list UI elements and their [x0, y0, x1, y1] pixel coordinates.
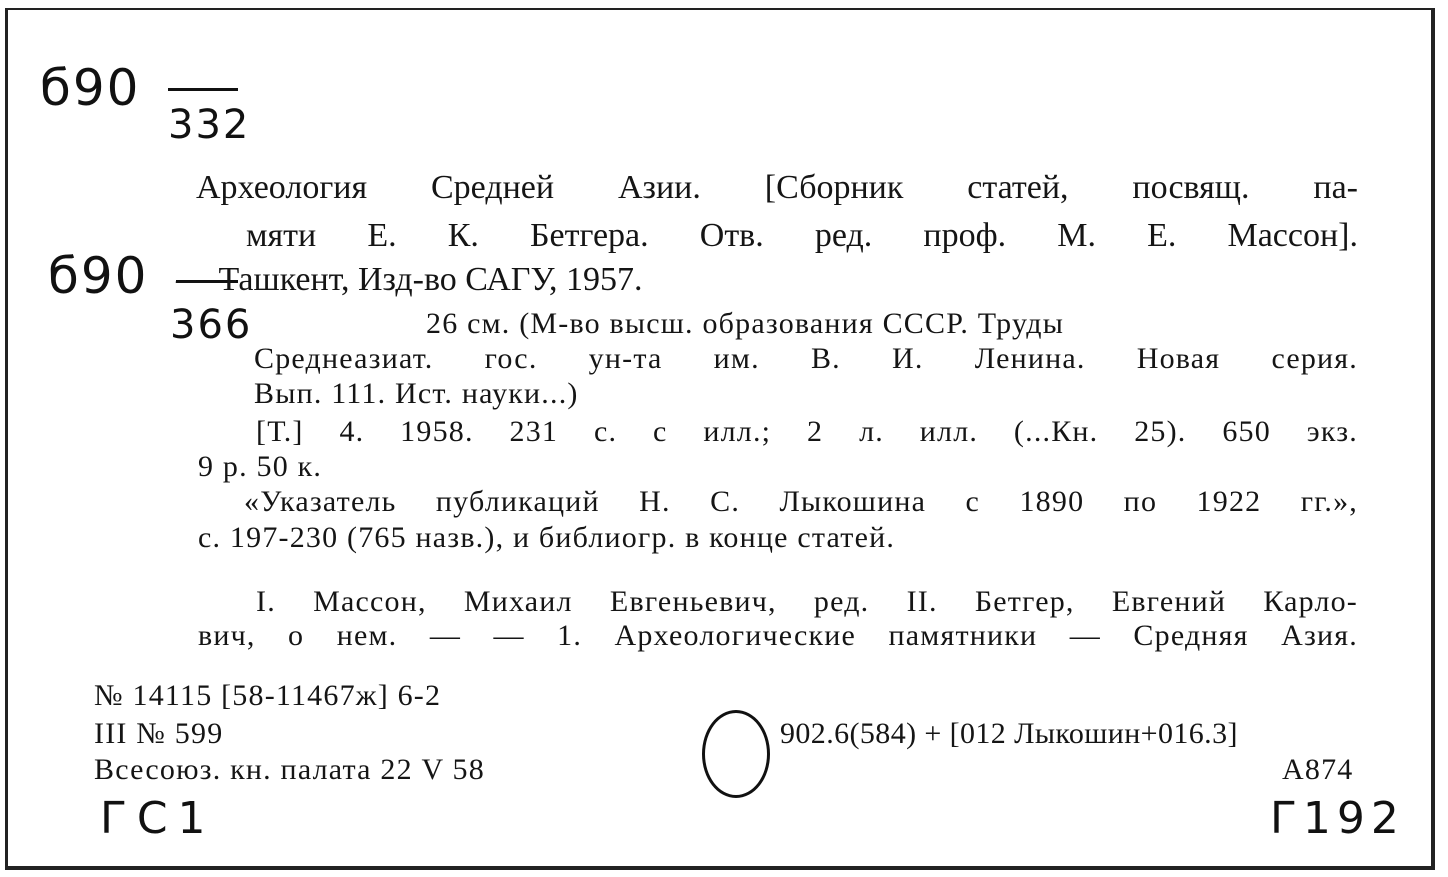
- handwritten-right-code: Г192: [1270, 793, 1405, 844]
- classification-index: 902.6(584) + [012 Лыкошин+016.3]: [780, 717, 1238, 750]
- volume-line-1: [Т.] 4. 1958. 231 с. с илл.; 2 л. илл. (...Кн. 25). 650 экз.: [256, 415, 1358, 448]
- title-line-2: мяти Е. К. Бетгера. Отв. ред. проф. М. Е. Массон].: [246, 217, 1358, 254]
- publisher-imprint: Всесоюз. кн. палата 22 V 58: [94, 753, 485, 786]
- punch-hole: [702, 710, 770, 798]
- handwritten-left-code: ГС1: [100, 793, 216, 844]
- title-line-1: Археология Средней Азии. [Сборник статей, посвящ. па-: [196, 169, 1358, 206]
- shelf-mark-2-bottom: 366: [170, 302, 253, 348]
- bibliography-line-2: с. 197-230 (765 назв.), и библиогр. в конце статей.: [198, 521, 896, 554]
- card-number: № 14115 [58-11467ж] 6-2: [94, 679, 442, 712]
- card-series-number: III № 599: [94, 717, 224, 750]
- shelf-mark-1-line: [168, 88, 238, 91]
- author-mark: А874: [1282, 753, 1354, 786]
- volume-line-2: 9 р. 50 к.: [198, 450, 323, 483]
- tracings-line-2: вич, о нем. — — 1. Археологические памятники — Средняя Азия.: [198, 619, 1358, 652]
- shelf-mark-1-bottom: 332: [168, 102, 251, 148]
- series-line-3: Вып. 111. Ист. науки...): [254, 377, 579, 410]
- shelf-mark-2-top: б90: [48, 247, 149, 305]
- bibliography-line-1: «Указатель публикаций Н. С. Лыкошина с 1890 по 1922 гг.»,: [244, 485, 1358, 518]
- series-line-2: Среднеазиат. гос. ун-та им. В. И. Ленина. Новая серия.: [254, 342, 1358, 375]
- tracings-line-1: I. Массон, Михаил Евгеньевич, ред. II. Бетгер, Евгений Карло-: [256, 585, 1358, 618]
- title-line-3: — Ташкент, Изд-во САГУ, 1957.: [176, 261, 643, 298]
- shelf-mark-1-top: б90: [40, 59, 141, 117]
- series-line-1: 26 см. (М-во высш. образования СССР. Труды: [426, 307, 1065, 340]
